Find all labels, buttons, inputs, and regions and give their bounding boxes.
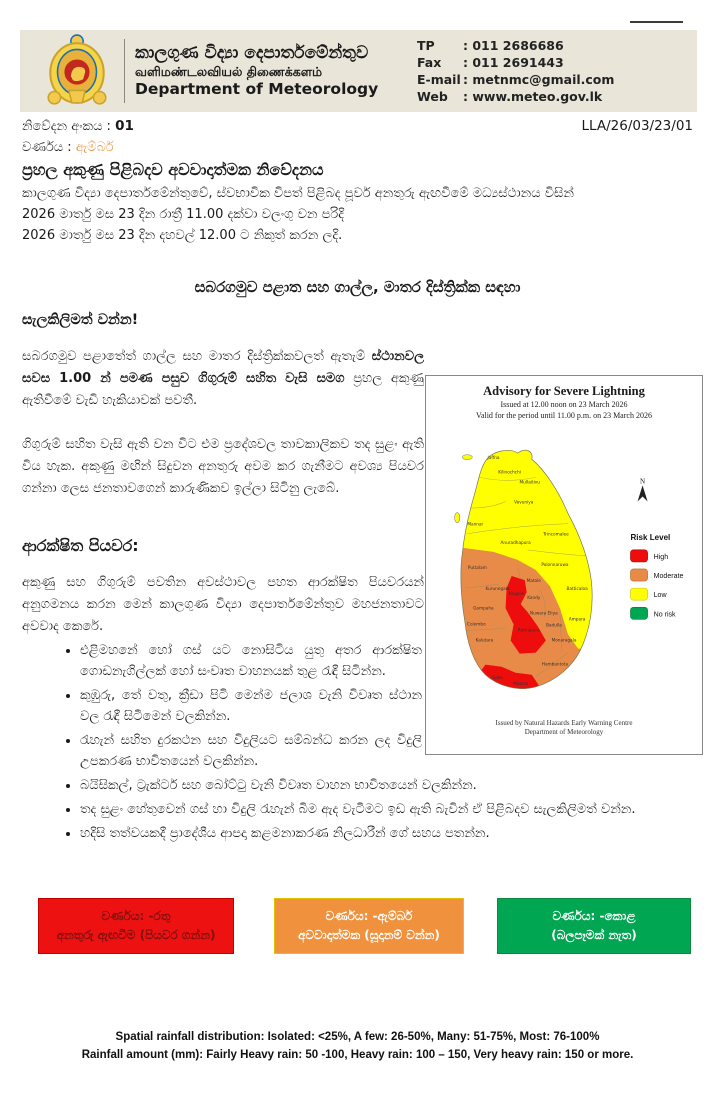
islet [462,455,472,460]
contact-value: : 011 2691443 [463,55,564,70]
department-title-sinhala: කාලගුණ විද්‍යා දෙපාර්තමේන්තුව [135,43,369,63]
department-title-tamil: வளிமண்டலவியல் திணைக்களம் [135,64,323,79]
district-label: Kalutara [475,637,494,643]
status-box-line1: වර්ණය: -කොළ [552,909,636,923]
district-label: Hambantota [541,661,569,667]
contact-label: Web [417,89,448,104]
district-label: Puttalam [467,564,487,570]
sri-lanka-risk-map [427,423,701,719]
risk-legend [630,533,683,620]
contact-value: : 011 2686686 [463,38,564,53]
district-label: Matara [513,680,529,686]
status-box-line2: අනතුරු ඇඟවීම (පියවර ගන්න) [56,928,216,942]
paragraph-text-emphasis: ස්ථානවල සවස 1.00 න් පමණ පසුව ගිගුරුම් සහිත වැසි සමග [22,349,424,386]
reference-number: LLA/26/03/23/01 [581,118,693,134]
legend-label: Low [653,592,667,600]
issued-at-line: 2026 මාර්තු මස 23 දින දහවල් 12.00 ට නිකුත් කරන ලදි. [22,228,343,243]
contact-value: : www.meteo.gov.lk [463,89,603,104]
contact-row-web [417,88,614,105]
district-label: Mullaitivu [519,479,540,485]
status-box-green [497,898,691,954]
district-label: Kilinochchi [498,469,521,475]
contact-label: TP [417,38,435,53]
advisory-heading: ප්‍රහල අකුණු පිළිබදව අවවාදාත්මක නිවේදනය [22,160,324,179]
legend-label: High [653,553,669,561]
safety-bullet: • කුඹුරු, තේ වතු, ක්‍රීඩා පිටි මෙන්ම ජලාශ වැනි විවෘත ස්ථාන වල රැඳී සිටීමෙන් වලකින්න. [80,685,422,727]
top-right-rule [630,21,683,23]
map-caption-line2: Department of Meteorology [524,728,604,736]
header-divider [124,39,125,103]
district-label: Mannar [467,521,484,527]
valid-until-line: 2026 මාර්තු මස 23 දින රාත්‍රී 11.00 දක්වා වලංගු වන පරිදි [22,207,345,222]
contact-label: Fax [417,55,442,70]
contact-value: : metnmc@gmail.com [463,72,615,87]
rainfall-definitions-footer [0,1028,715,1064]
district-label: Kandy [527,595,541,601]
target-area-heading: සබරගමුව පළාත සහ ගාල්ල, මාතර දිස්ත්‍රික්ක සඳහා [194,278,521,296]
district-label: Colombo [467,621,486,627]
sri-lanka-emblem-logo [34,33,120,109]
letterhead [20,30,697,112]
issued-by-line: කාලගුණ විද්‍යා දෙපාර්තමේන්තුවේ, ස්වභාවික විපත් පිළිබද පූර්ව අනතුරු ඇඟවීමේ මධ්‍යස්ථානය විසින් [22,186,574,201]
district-label: Monaragala [551,637,577,643]
district-label: Kegalle [508,591,525,597]
attention-heading: සැලකිලිමත් වන්න! [22,312,139,328]
contact-row-email [417,71,614,88]
legend-title: Risk Level [630,532,671,542]
district-label: Jaffna [487,455,500,461]
north-arrow-icon [638,477,648,501]
department-title-english: Department of Meteorology [135,80,379,98]
district-label: Galle [492,674,503,680]
district-label: Vavuniya [514,499,534,505]
legend-swatch-moderate [630,569,647,581]
district-label: Ampara [568,616,586,622]
district-label: Ratnapura [517,627,540,633]
status-box-line2: අවවාදාත්මක (සූදානම් වන්න) [298,928,440,942]
district-label: Kurunegala [485,586,510,592]
district-label: Matale [526,578,541,584]
north-label: N [640,477,646,486]
safety-bullet: • රැහැන් සහිත දුරකථන සහ විදුලියට සම්බන්ධ කරන ලද විදුලි උපකරණ භාවිතයෙන් වලකින්න. [80,730,422,772]
map-valid-line: Valid for the period until 11.00 p.m. on 23 March 2026 [476,411,652,420]
district-label: Batticaloa [566,586,588,592]
advisory-number-value: 01 [115,118,134,134]
safety-bullet: • එළිමහනේ හෝ ගස් යට නොසිටිය යුතු අතර ආරක්ෂිත ගොඩනැගිල්ලක් හෝ සංවෘත වාහනයක් තුළ රැඳී සිටින්න. [80,640,422,682]
color-code-label: වර්ණය : [22,140,72,155]
lightning-advisory-map-panel [425,375,703,755]
map-caption-line1: Issued by Natural Hazards Early Warning Centre [495,719,633,727]
legend-swatch-norisk [630,607,647,619]
advisory-number-row [22,118,134,134]
islet [455,513,460,523]
safety-bullet: • හදිසි තත්වයකදී ප්‍රාදේශීය ආපදා කළමනාකරණ නිලධාරීන් ගේ සහය පතන්න. [80,823,715,844]
legend-swatch-low [630,588,647,600]
legend-label: Moderate [653,573,684,581]
safety-intro-paragraph: අකුණු සහ ගිගුරුම් පවතින අවස්ථාවල පහත ආරක්ෂිත පියවරයන් අනුගමනය කරන මෙන් කාලගුණ විද්‍යා දෙපාර්තමේන්තුව මහජනතාවට අවවාද කෙරේ. [22,575,424,634]
district-label: Polonnaruwa [541,561,569,567]
map-issued-line: Issued at 12.00 noon on 23 March 2026 [500,400,628,409]
footer-line1: Spatial rainfall distribution: Isolated: <25%, A few: 26-50%, Many: 51-75%, Most: 76-100% [115,1031,600,1043]
safety-bullet: • තද සුළං හේතුවෙන් ගස් හා විදුලි රැහැන් බිම ඇද වැටීමට ඉඩ ඇති බැවින් ඒ පිළිබදව සැලකිලිමත් වන්න. [80,799,715,820]
district-label: Badulla [546,622,562,628]
status-box-red [38,898,234,954]
paragraph-text: ප්‍රහල අකුණු ඇතිවීමේ වැඩි හැකියාවක් පවතී. [22,371,424,408]
safety-measures-heading: ආරක්ෂිත පියවර: [22,536,139,555]
advisory-number-label: නිවේදන අංකය : [22,119,111,134]
district-label: Anuradhapura [500,539,531,545]
color-code-value: ඇම්බර් [75,140,114,155]
status-box-line1: වර්ණය: -රතු [101,909,171,923]
contact-row-tp [417,37,614,54]
status-box-line1: වර්ණය: -ඇම්බර් [325,909,413,923]
footer-line2: Rainfall amount (mm): Fairly Heavy rain: 50 -100, Heavy rain: 100 – 150, Very heavy rain: 150 or more. [81,1049,634,1061]
emblem-icon [39,33,115,109]
safety-bullet: • බයිසිකල්, ට්‍රැක්ටර් සහ බෝට්ටු වැනි විවෘත වාහන භාවිතයෙන් වලකින්න. [80,775,715,796]
contact-block [417,37,614,105]
department-titles [135,43,405,99]
contact-label: E-mail [417,72,461,87]
district-label: Nuwara Eliya [530,610,558,616]
district-label: Gampaha [473,605,494,611]
district-label: Trincomalee [543,531,569,537]
legend-label: No risk [653,611,676,619]
map-title: Advisory for Severe Lightning [483,384,645,398]
legend-swatch-high [630,550,647,562]
advisory-paragraph-2: ගිගුරුම් සහිත වැසි ඇති වන විට එම ප්‍රදේශවල තාවකාලිකව තද සුළං ඇති විය හැක. අකුණු මඟින් සිදුවන අනතුරු අවම කර ගැනීමට අවශ්‍ය පියවර ගන්නා ලෙස ජනතාවගෙන් කාරුණිකව ඉල්ලා සිටිනු ලැබේ. [22,437,424,496]
status-box-line2: (බලපෑමක් නැත) [551,928,637,942]
color-code-row [22,140,114,155]
contact-row-fax [417,54,614,71]
paragraph-text: සබරගමුව පළාතේත් ගාල්ල සහ මාතර දිස්ත්‍රික්කවලත් ඇතැම් [22,349,372,364]
status-box-amber [274,898,464,954]
advisory-paragraph-1 [22,346,424,412]
